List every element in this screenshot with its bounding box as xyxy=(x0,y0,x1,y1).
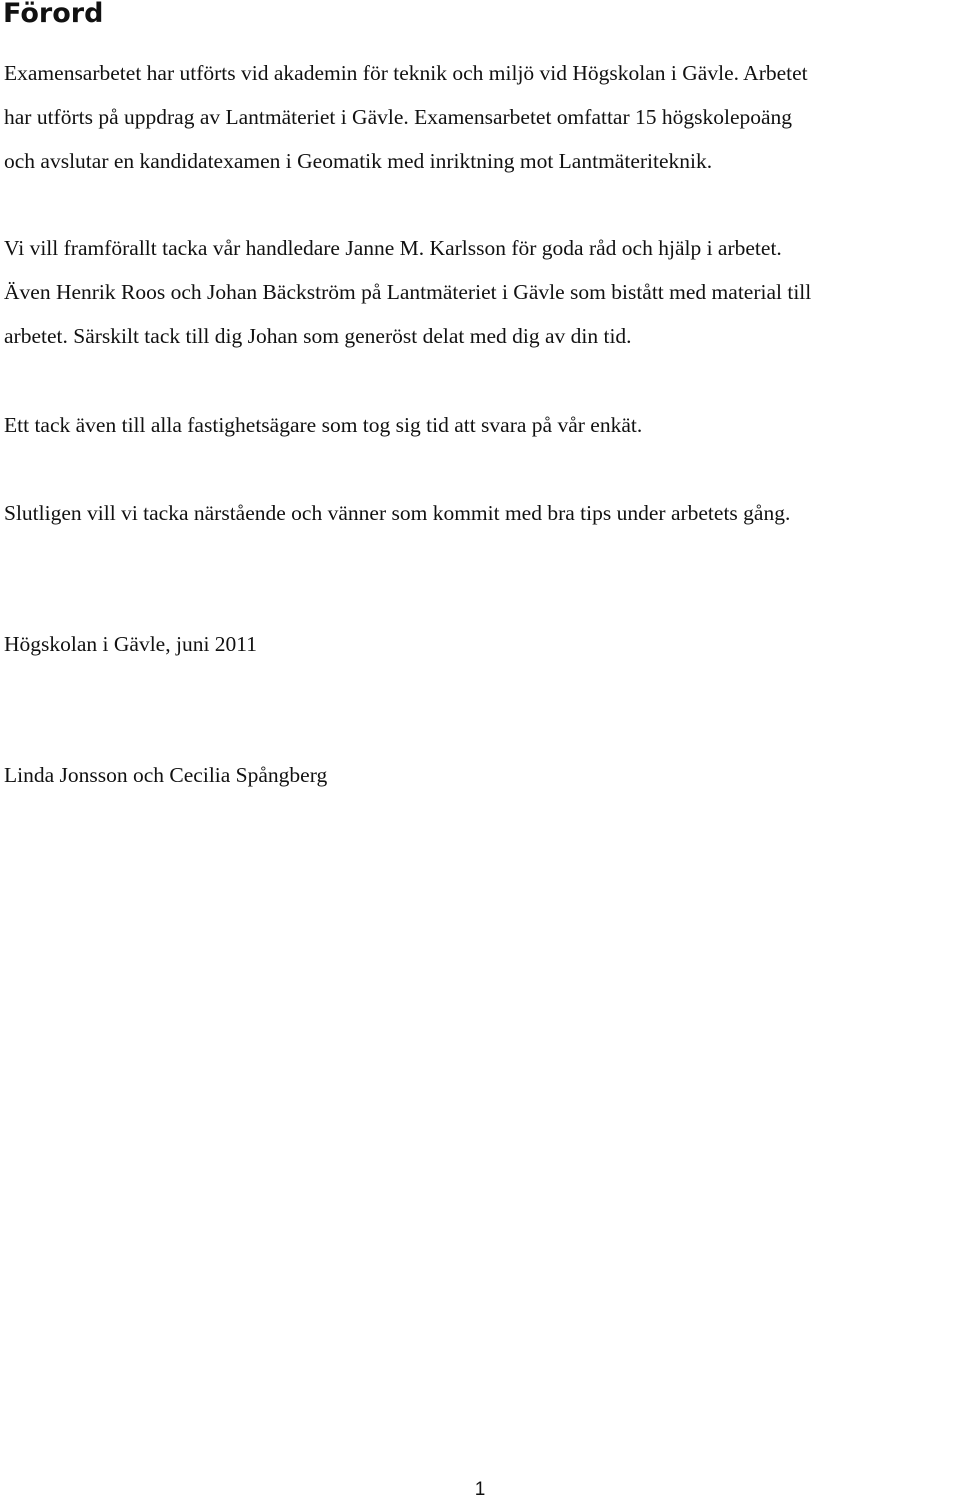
paragraph-intro xyxy=(4,51,960,183)
page-number: 1 xyxy=(474,1479,486,1500)
paragraph-intro-line: och avslutar en kandidatexamen i Geomatik med inriktning mot Lantmäteriteknik. xyxy=(4,149,713,173)
paragraph-thanks-line: arbetet. Särskilt tack till dig Johan som generöst delat med dig av din tid. xyxy=(4,324,632,348)
paragraph-intro-line: har utförts på uppdrag av Lantmäteriet i Gävle. Examensarbetet omfattar 15 högskolepoäng xyxy=(4,105,793,129)
place-and-date: Högskolan i Gävle, juni 2011 xyxy=(4,632,257,656)
paragraph-final-thanks: Slutligen vill vi tacka närstående och vänner som kommit med bra tips under arbetets gång. xyxy=(4,501,791,525)
paragraph-thanks xyxy=(4,226,960,358)
authors: Linda Jonsson och Cecilia Spångberg xyxy=(4,763,328,787)
paragraph-survey-thanks: Ett tack även till alla fastighetsägare som tog sig tid att svara på vår enkät. xyxy=(4,413,643,437)
paragraph-thanks-line: Vi vill framförallt tacka vår handledare Janne M. Karlsson för goda råd och hjälp i arbetet. xyxy=(4,236,782,260)
paragraph-intro-line: Examensarbetet har utförts vid akademin för teknik och miljö vid Högskolan i Gävle. Arbetet xyxy=(4,61,808,85)
page-heading: Förord xyxy=(3,0,104,29)
paragraph-thanks-line: Även Henrik Roos och Johan Bäckström på Lantmäteriet i Gävle som bistått med material till xyxy=(4,280,812,304)
